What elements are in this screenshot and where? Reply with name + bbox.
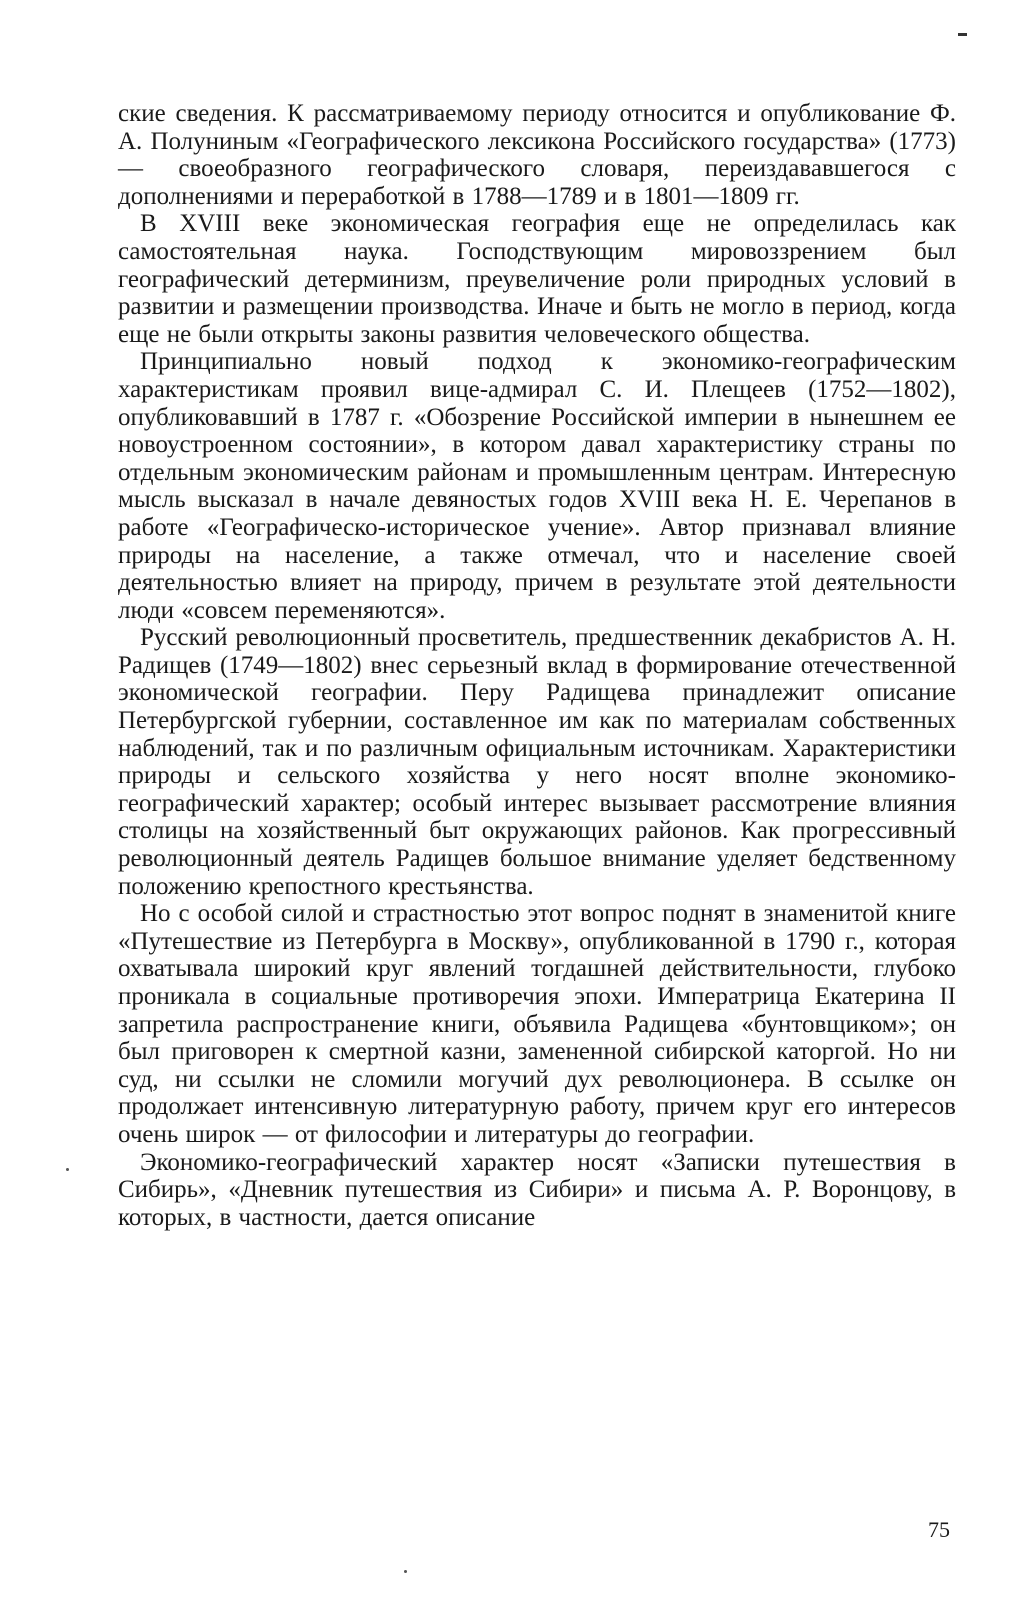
- page-number: 75: [928, 1517, 950, 1542]
- scan-artifact-dot: [66, 1168, 69, 1171]
- paragraph-eighteenth-century: В XVIII веке экономическая география еще не определилась как самостоятельная наука. Господствующим мировоззрением был географический детерминизм, преувеличение роли природных условий в развитии и размещении производства. Иначе и быть не могло в период, когда еще не были открыты законы развития человеческого общества.: [118, 210, 956, 348]
- paragraph-journey: Но с особой силой и страстностью этот вопрос поднят в знаменитой книге «Путешествие из Петербурга в Москву», опубликованной в 1790 г., которая охватывала широкий круг явлений тогдашней действительности, глубоко проникала в социальные противоречия эпохи. Императрица Екатерина II запретила распространение книги, объявила Радищева «бунтовщиком»; он был приговорен к смертной казни, замененной сибирской каторгой. Но ни суд, ни ссылки не сломили могучий дух революционера. В ссылке он продолжает интенсивную литературную работу, причем круг его интересов очень широк — от философии и литературы до географии.: [118, 900, 956, 1148]
- page-body: [118, 100, 956, 1231]
- paragraph-pleshcheev: Принципиально новый подход к экономико-географическим характеристикам проявил вице-адмирал С. И. Плещеев (1752—1802), опубликовавший в 1787 г. «Обозрение Российской империи в нынешнем ее новоустроенном состоянии», в котором давал характеристику страны по отдельным экономическим районам и промышленным центрам. Интересную мысль высказал в начале девяностых годов XVIII века Н. Е. Черепанов в работе «Географическо-историческое учение». Автор признавал влияние природы на население, а также отмечал, что и население своей деятельностью влияет на природу, причем в результате этой деятельности люди «совсем переменяются».: [118, 348, 956, 624]
- scan-artifact-mark: [958, 33, 967, 36]
- paragraph-radishchev: Русский революционный просветитель, предшественник декабристов А. Н. Радищев (1749—1802) внес серьезный вклад в формирование отечественной экономической географии. Перу Радищева принадлежит описание Петербургской губернии, составленное им как по материалам собственных наблюдений, так и по различным официальным источникам. Характеристики природы и сельского хозяйства у него носят вполне экономико-географический характер; особый интерес вызывает рассмотрение влияния столицы на хозяйственный быт окружающих районов. Как прогрессивный революционный деятель Радищев большое внимание уделяет бедственному положению крепостного крестьянства.: [118, 624, 956, 900]
- paragraph-siberia-notes: Экономико-географический характер носят «Записки путешествия в Сибирь», «Дневник путешествия из Сибири» и письма А. Р. Воронцову, в которых, в частности, дается описание: [118, 1148, 956, 1231]
- scan-artifact-dot: [404, 1570, 407, 1573]
- paragraph-continuation: ские сведения. К рассматриваемому периоду относится и опубликование Ф. А. Полуниным «Географического лексикона Российского государства» (1773) — своеобразного географического словаря, переиздававшегося с дополнениями и переработкой в 1788—1789 и в 1801—1809 гг.: [118, 100, 956, 210]
